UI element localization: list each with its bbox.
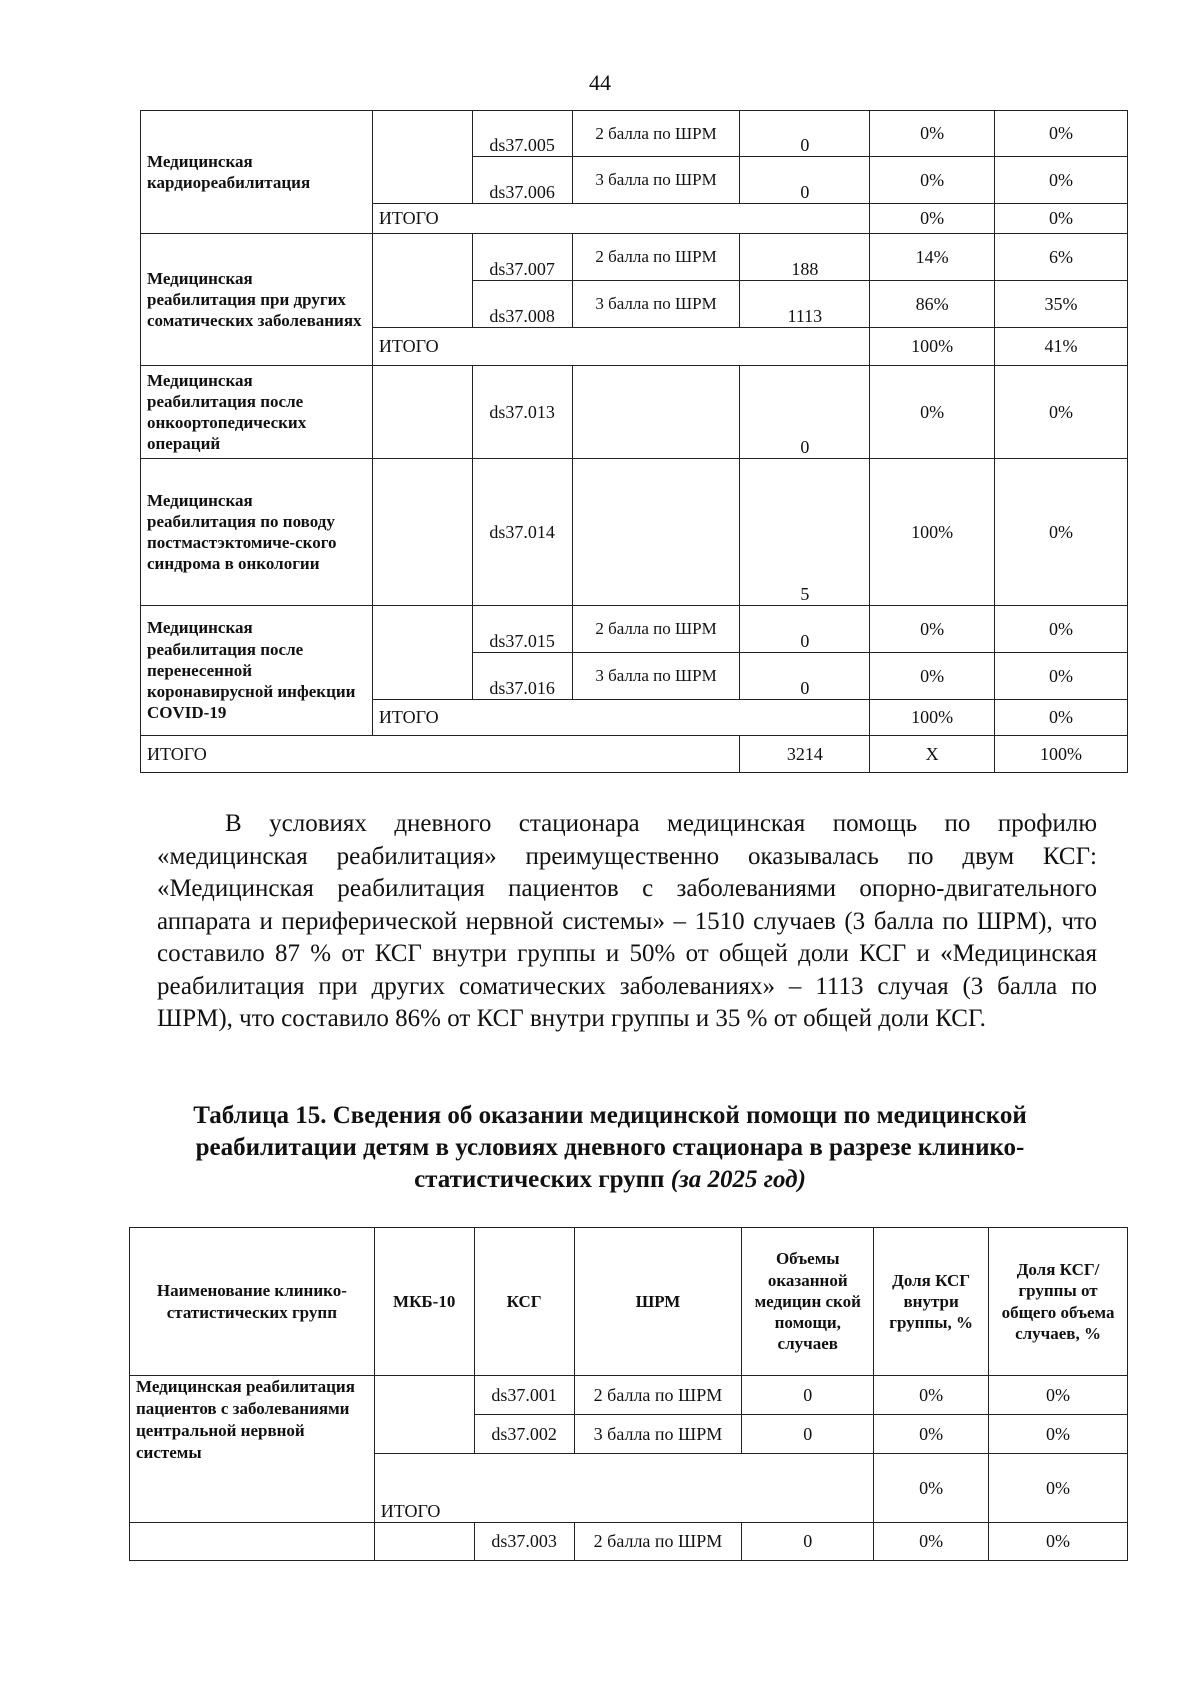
share-total-cell: 0% (995, 700, 1128, 736)
group-name: Медицинская реабилитация пациентов с заболеваниями центральной нервной системы (130, 1376, 375, 1523)
mkb-cell (372, 111, 472, 204)
shrm-cell: 3 балла по ШРМ (572, 281, 740, 328)
header-volume: Объемы оказанной медицин ской помощи, случаев (742, 1228, 874, 1376)
grand-total-share-total: 100% (995, 736, 1128, 773)
table-15 (129, 1227, 1128, 1561)
grand-total-volume: 3214 (740, 736, 870, 773)
ksg-code: ds37.003 (474, 1523, 574, 1561)
ksg-table-continuation (140, 110, 1128, 773)
share-group-cell: 0% (874, 1523, 989, 1561)
table-row (141, 606, 1128, 653)
ksg-code: ds37.005 (472, 111, 572, 157)
share-total-cell: 0% (989, 1415, 1128, 1454)
share-group-cell: 0% (874, 1376, 989, 1415)
share-total-cell: 0% (989, 1454, 1128, 1523)
share-total-cell: 0% (995, 653, 1128, 700)
share-group-cell: 100% (870, 459, 995, 606)
volume-cell: 1113 (740, 281, 870, 328)
table-15-title-text: Таблица 15. Сведения об оказании медицинской помощи по медицинской реабилитации детям в условиях дневного стационара в разрезе клинико-статистических групп (193, 1102, 1027, 1193)
share-total-cell: 0% (995, 459, 1128, 606)
share-total-cell: 0% (989, 1523, 1128, 1561)
grand-total-row (141, 736, 1128, 773)
mkb-cell (372, 606, 472, 700)
share-group-cell: 0% (870, 653, 995, 700)
share-group-cell: 14% (870, 234, 995, 281)
share-group-cell: 0% (874, 1454, 989, 1523)
mkb-cell (374, 1376, 474, 1454)
share-total-cell: 0% (989, 1376, 1128, 1415)
itogo-label: ИТОГО (374, 1454, 873, 1523)
shrm-cell: 2 балла по ШРМ (574, 1376, 742, 1415)
mkb-cell (372, 366, 472, 459)
grand-total-share-group: Х (870, 736, 995, 773)
share-group-cell: 0% (870, 204, 995, 234)
group-name: Медицинская реабилитация при других соматических заболеваниях (141, 234, 373, 366)
shrm-cell: 2 балла по ШРМ (572, 234, 740, 281)
share-group-cell: 100% (870, 700, 995, 736)
volume-cell: 0 (740, 653, 870, 700)
table-header-row (130, 1228, 1128, 1376)
share-total-cell: 0% (995, 111, 1128, 157)
volume-cell: 0 (740, 111, 870, 157)
share-total-cell: 6% (995, 234, 1128, 281)
header-shrm: ШРМ (574, 1228, 742, 1376)
share-group-cell: 0% (870, 366, 995, 459)
group-name: Медицинская реабилитация после онкоортопедических операций (141, 366, 373, 459)
ksg-code: ds37.008 (472, 281, 572, 328)
shrm-cell: 3 балла по ШРМ (574, 1415, 742, 1454)
share-group-cell: 86% (870, 281, 995, 328)
group-name: Медицинская реабилитация после перенесенной коронавирусной инфекции COVID-19 (141, 606, 373, 736)
ksg-code: ds37.014 (472, 459, 572, 606)
table-row (130, 1376, 1128, 1415)
shrm-cell (572, 459, 740, 606)
share-total-cell: 0% (995, 366, 1128, 459)
shrm-cell: 3 балла по ШРМ (572, 157, 740, 204)
header-share-group: Доля КСГ внутри группы, % (874, 1228, 989, 1376)
ksg-code: ds37.001 (474, 1376, 574, 1415)
itogo-label: ИТОГО (372, 204, 869, 234)
share-total-cell: 0% (995, 204, 1128, 234)
itogo-label: ИТОГО (372, 328, 869, 366)
header-share-total: Доля КСГ/группы от общего объема случаев, % (989, 1228, 1128, 1376)
body-paragraph: В условиях дневного стационара медицинская помощь по профилю «медицинская реабилитация» преимущественно оказывалась по двум КСГ: «Медицинская реабилитация пациентов с заболеваниями опорно-двигательного аппарата и периферической нервной системы» – 1510 случаев (3 балла по ШРМ), что составило 87 % от КСГ внутри группы и 50% от общей доли КСГ и «Медицинская реабилитация при других соматических заболеваниях» – 1113 случая (3 балла по ШРМ), что составило 86% от КСГ внутри группы и 35 % от общей доли КСГ. (157, 810, 1097, 1032)
share-group-cell: 100% (870, 328, 995, 366)
ksg-code: ds37.013 (472, 366, 572, 459)
share-group-cell: 0% (874, 1415, 989, 1454)
ksg-code: ds37.016 (472, 653, 572, 700)
volume-cell: 0 (742, 1523, 874, 1561)
mkb-cell (372, 459, 472, 606)
table-15-title-year: (за 2025 год) (670, 1166, 806, 1193)
shrm-cell (572, 366, 740, 459)
shrm-cell: 2 балла по ШРМ (574, 1523, 742, 1561)
volume-cell: 5 (740, 459, 870, 606)
shrm-cell: 3 балла по ШРМ (572, 653, 740, 700)
table-row (141, 366, 1128, 459)
page-number: 44 (589, 70, 611, 95)
grand-total-label: ИТОГО (141, 736, 740, 773)
volume-cell: 0 (740, 366, 870, 459)
itogo-label: ИТОГО (372, 700, 869, 736)
header-mkb: МКБ-10 (374, 1228, 474, 1376)
group-name (130, 1523, 375, 1561)
volume-cell: 0 (740, 157, 870, 204)
group-name: Медицинская реабилитация по поводу постмастэктомиче-ского синдрома в онкологии (141, 459, 373, 606)
volume-cell: 188 (740, 234, 870, 281)
table-row (130, 1523, 1128, 1561)
table-row (141, 459, 1128, 606)
table-15-title (150, 1100, 1070, 1196)
table-row (141, 111, 1128, 157)
ksg-code: ds37.006 (472, 157, 572, 204)
volume-cell: 0 (742, 1376, 874, 1415)
volume-cell: 0 (742, 1415, 874, 1454)
volume-cell: 0 (740, 606, 870, 653)
share-total-cell: 0% (995, 157, 1128, 204)
header-group-name: Наименование клинико-статистических групп (130, 1228, 375, 1376)
shrm-cell: 2 балла по ШРМ (572, 606, 740, 653)
group-name: Медицинская кардиореабилитация (141, 111, 373, 234)
ksg-code: ds37.002 (474, 1415, 574, 1454)
share-group-cell: 0% (870, 606, 995, 653)
ksg-code: ds37.007 (472, 234, 572, 281)
share-total-cell: 35% (995, 281, 1128, 328)
mkb-cell (372, 234, 472, 328)
shrm-cell: 2 балла по ШРМ (572, 111, 740, 157)
table-row (141, 234, 1128, 281)
share-group-cell: 0% (870, 157, 995, 204)
mkb-cell (374, 1523, 474, 1561)
header-ksg: КСГ (474, 1228, 574, 1376)
share-total-cell: 0% (995, 606, 1128, 653)
share-group-cell: 0% (870, 111, 995, 157)
ksg-code: ds37.015 (472, 606, 572, 653)
share-total-cell: 41% (995, 328, 1128, 366)
